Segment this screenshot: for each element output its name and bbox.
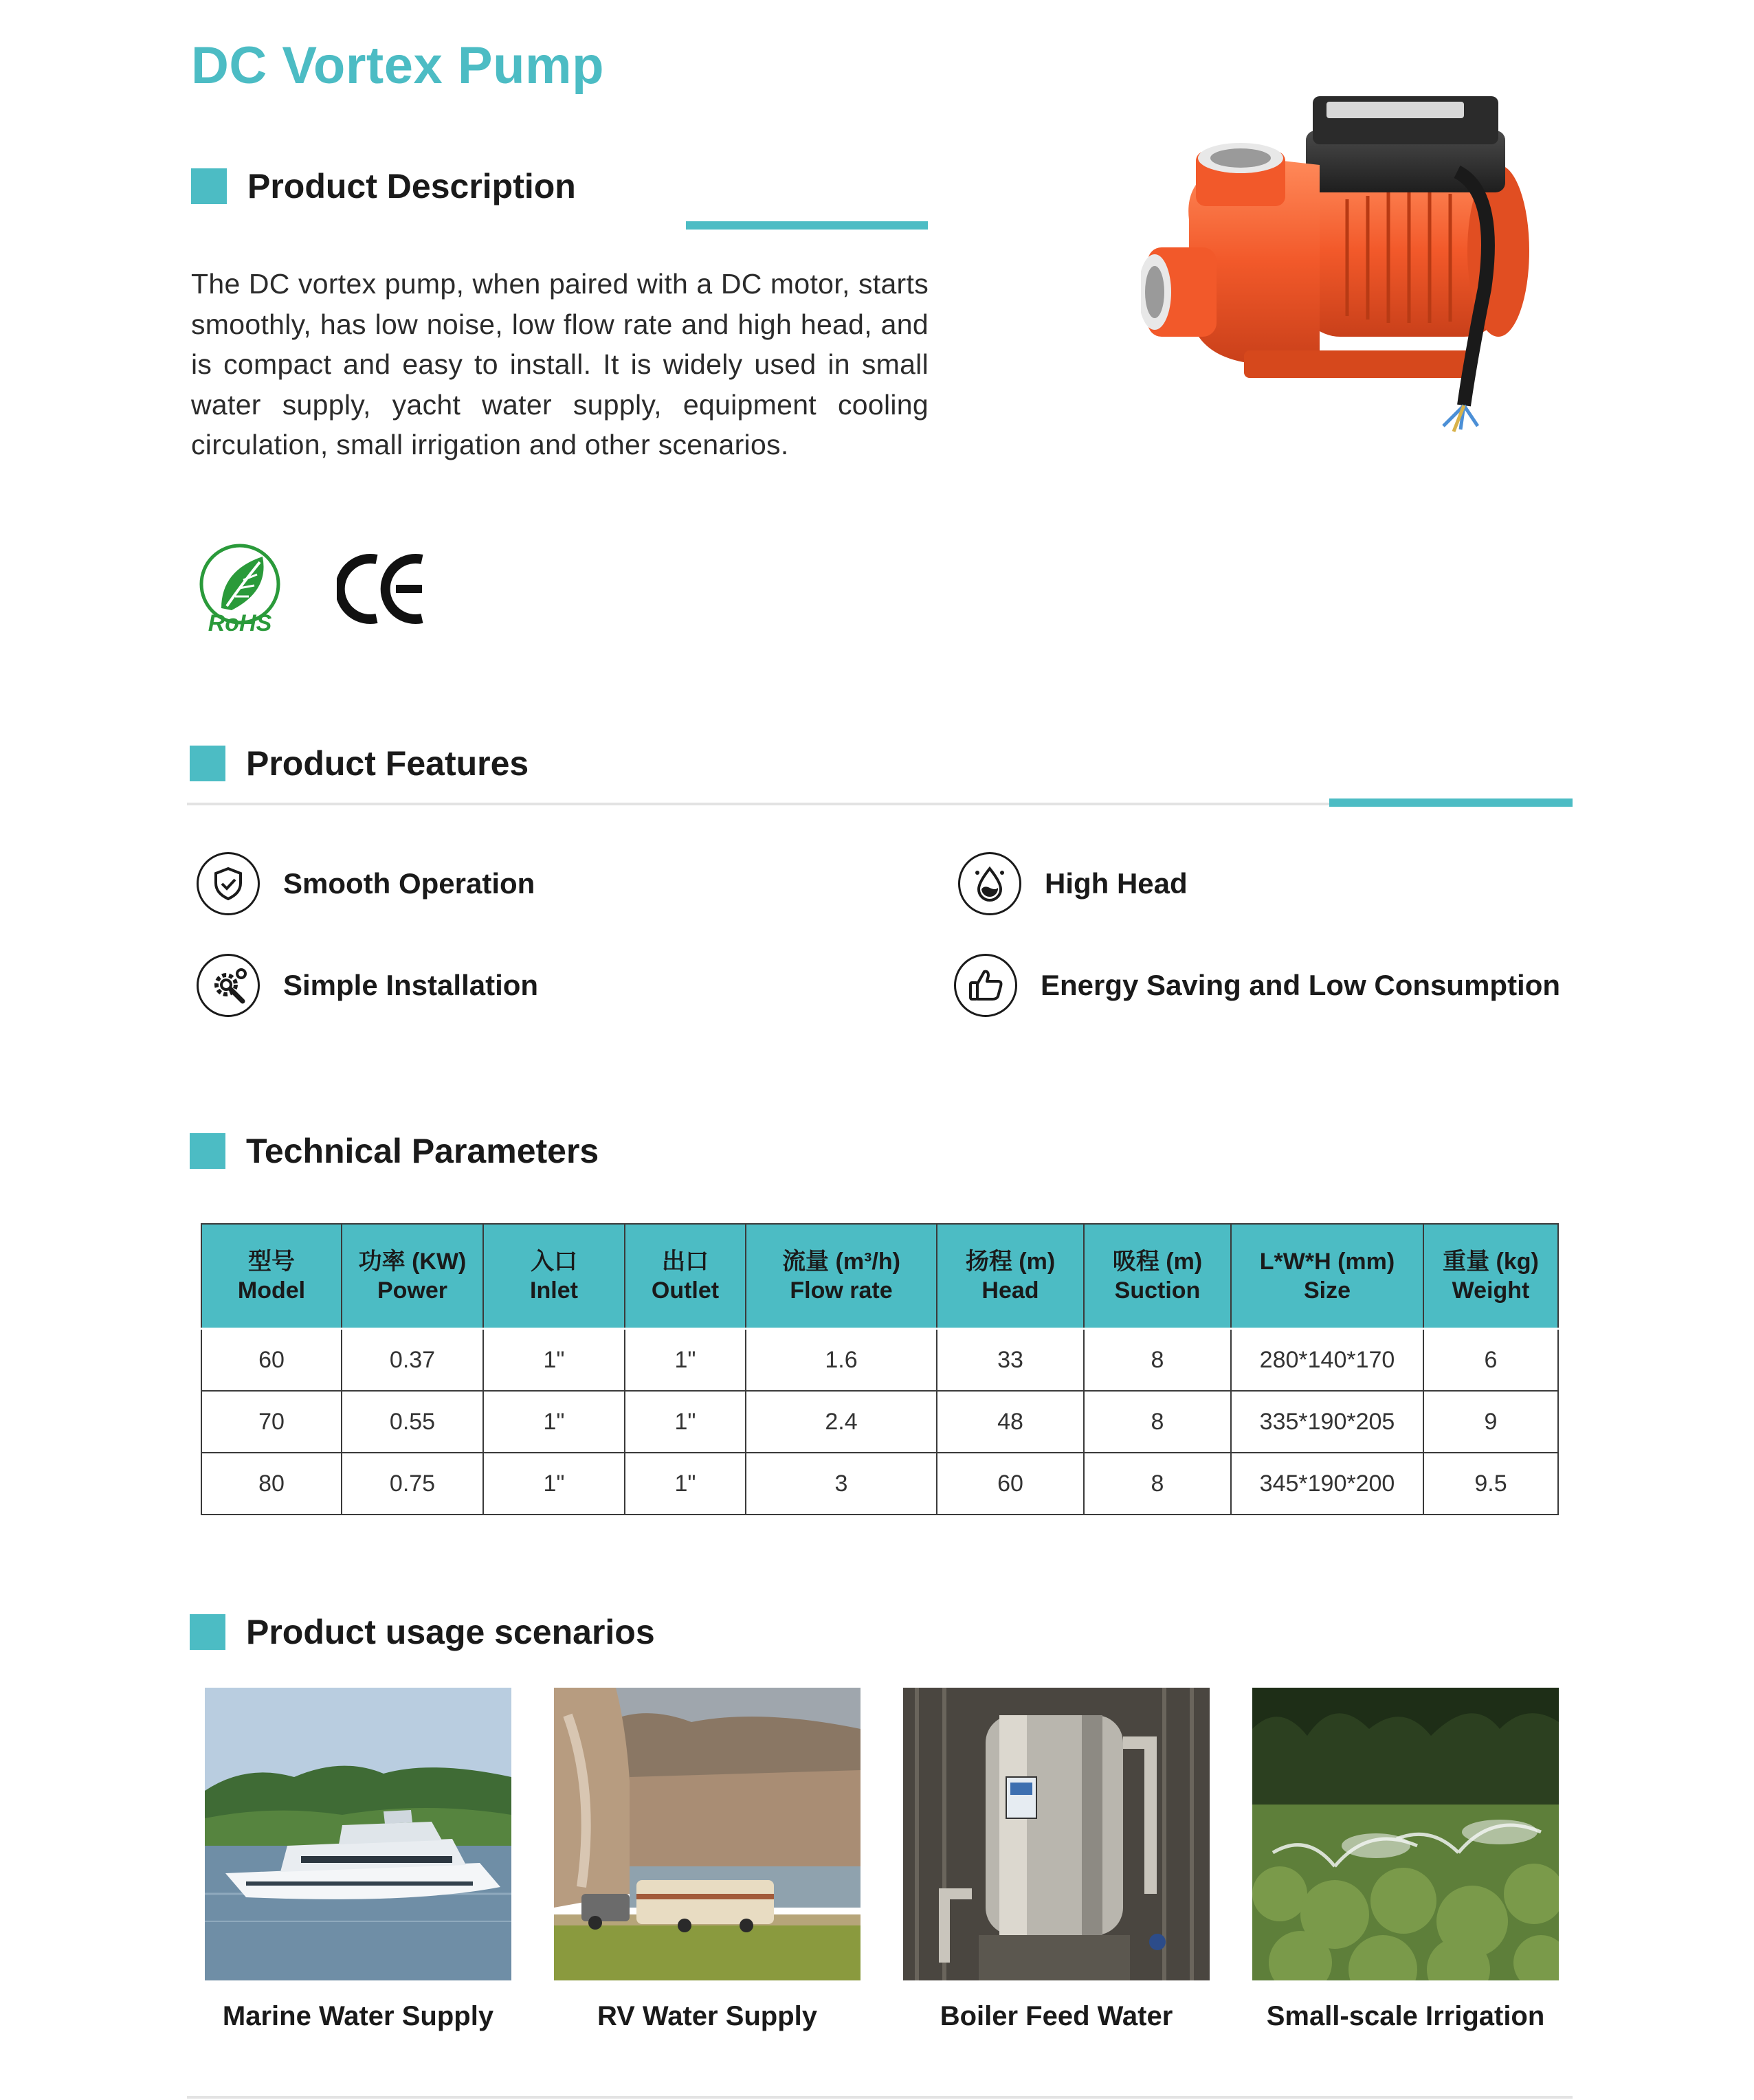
scenario-marine — [205, 1688, 511, 2031]
feature-simple-installation — [197, 954, 538, 1017]
table-cell: 1" — [483, 1329, 625, 1392]
column-header — [1084, 1224, 1231, 1329]
scenario-caption: Small-scale Irrigation — [1266, 2001, 1545, 2031]
column-header — [746, 1224, 937, 1329]
column-header-en: Inlet — [530, 1277, 578, 1304]
column-header-en: Power — [377, 1277, 448, 1304]
table-cell: 8 — [1084, 1329, 1231, 1392]
scenario-caption: Marine Water Supply — [222, 2001, 494, 2031]
gear-wrench-icon — [197, 954, 260, 1017]
page-title: DC Vortex Pump — [191, 36, 605, 95]
column-header-cn: 型号 — [248, 1249, 295, 1275]
table-cell: 335*190*205 — [1231, 1391, 1423, 1453]
irrigation-photo — [1252, 1688, 1559, 1980]
table-cell: 8 — [1084, 1391, 1231, 1453]
features-divider — [1329, 798, 1573, 807]
column-header-en: Weight — [1452, 1277, 1530, 1304]
table-cell: 1" — [483, 1391, 625, 1453]
column-header — [201, 1224, 342, 1329]
table-cell: 1" — [625, 1329, 746, 1392]
pump-product-image — [1141, 82, 1540, 440]
column-header-en: Size — [1303, 1277, 1351, 1304]
table-cell: 345*190*200 — [1231, 1453, 1423, 1515]
svg-text:RoHS: RoHS — [208, 610, 272, 635]
table-cell: 0.37 — [342, 1329, 483, 1392]
shield-check-icon — [197, 852, 260, 915]
table-cell: 280*140*170 — [1231, 1329, 1423, 1392]
feature-label: High Head — [1045, 867, 1188, 900]
scenario-boiler — [903, 1688, 1210, 2031]
scenario-rv — [554, 1688, 861, 2031]
heading-marker — [191, 168, 227, 204]
table-cell: 70 — [201, 1391, 342, 1453]
column-header — [1423, 1224, 1558, 1329]
table-header-row — [201, 1224, 1558, 1329]
table-cell: 60 — [937, 1453, 1084, 1515]
parameters-heading-text: Technical Parameters — [246, 1132, 599, 1170]
column-header — [625, 1224, 746, 1329]
thumbs-up-icon — [954, 954, 1017, 1017]
feature-label: Smooth Operation — [283, 867, 535, 900]
description-heading-text: Product Description — [247, 167, 576, 205]
parameters-heading — [190, 1131, 599, 1171]
feature-energy-saving — [954, 954, 1560, 1017]
column-header-cn: 功率 (KW) — [358, 1249, 467, 1275]
feature-high-head — [958, 852, 1188, 915]
table-cell: 33 — [937, 1329, 1084, 1392]
ce-mark — [337, 550, 426, 628]
table-cell: 60 — [201, 1329, 342, 1392]
column-header-cn: 重量 (kg) — [1443, 1249, 1539, 1275]
feature-label: Simple Installation — [283, 969, 539, 1001]
scenario-irrigation — [1252, 1688, 1559, 2031]
parameters-table — [201, 1223, 1559, 1515]
rv-photo — [554, 1688, 861, 1980]
scenario-caption: RV Water Supply — [597, 2001, 818, 2031]
description-divider — [686, 221, 928, 230]
features-rule — [187, 803, 1355, 805]
scenarios-heading — [190, 1612, 655, 1652]
table-cell: 8 — [1084, 1453, 1231, 1515]
rohs-logo — [194, 543, 286, 635]
features-heading-text: Product Features — [246, 744, 529, 783]
table-cell: 1" — [483, 1453, 625, 1515]
features-heading — [190, 744, 529, 783]
feature-label: Energy Saving and Low Consumption — [1041, 969, 1561, 1001]
column-header-en: Head — [981, 1277, 1039, 1304]
water-drop-icon — [958, 852, 1021, 915]
column-header-cn: 吸程 (m) — [1112, 1249, 1203, 1275]
column-header-en: Suction — [1114, 1277, 1201, 1304]
scenarios-heading-text: Product usage scenarios — [246, 1613, 655, 1651]
heading-marker — [190, 1133, 225, 1169]
column-header — [342, 1224, 483, 1329]
table-cell: 9.5 — [1423, 1453, 1558, 1515]
table-cell: 2.4 — [746, 1391, 937, 1453]
table-cell: 0.75 — [342, 1453, 483, 1515]
column-header-cn: 入口 — [531, 1249, 577, 1275]
table-cell: 1.6 — [746, 1329, 937, 1392]
table-row — [201, 1391, 1558, 1453]
table-row — [201, 1453, 1558, 1515]
table-cell: 3 — [746, 1453, 937, 1515]
description-text: The DC vortex pump, when paired with a DC motor, starts smoothly, has low noise, low flow rate and high head, and is compact and easy to install. It is widely used in small water supply, yacht water supply, equipment cooling circulation, small irrigation and other scenarios. — [191, 268, 929, 460]
column-header — [1231, 1224, 1423, 1329]
column-header-cn: 扬程 (m) — [965, 1249, 1056, 1275]
boiler-photo — [903, 1688, 1210, 1980]
scenario-caption: Boiler Feed Water — [940, 2001, 1173, 2031]
table-cell: 80 — [201, 1453, 342, 1515]
column-header-en: Outlet — [651, 1277, 720, 1304]
column-header-en: Flow rate — [790, 1277, 893, 1304]
table-cell: 0.55 — [342, 1391, 483, 1453]
table-row — [201, 1329, 1558, 1392]
table-cell: 1" — [625, 1391, 746, 1453]
feature-smooth-operation — [197, 852, 535, 915]
table-cell: 6 — [1423, 1329, 1558, 1392]
footer-rule — [187, 2096, 1573, 2099]
heading-marker — [190, 1614, 225, 1650]
description-heading — [191, 166, 576, 206]
table-cell: 9 — [1423, 1391, 1558, 1453]
column-header-cn: 出口 — [662, 1249, 709, 1275]
column-header-en: Model — [237, 1277, 306, 1304]
table-cell: 1" — [625, 1453, 746, 1515]
yacht-photo — [205, 1688, 511, 1980]
column-header-cn: 流量 (m³/h) — [782, 1249, 900, 1275]
heading-marker — [190, 746, 225, 781]
column-header-cn: L*W*H (mm) — [1259, 1249, 1395, 1275]
column-header — [937, 1224, 1084, 1329]
table-cell: 48 — [937, 1391, 1084, 1453]
column-header — [483, 1224, 625, 1329]
